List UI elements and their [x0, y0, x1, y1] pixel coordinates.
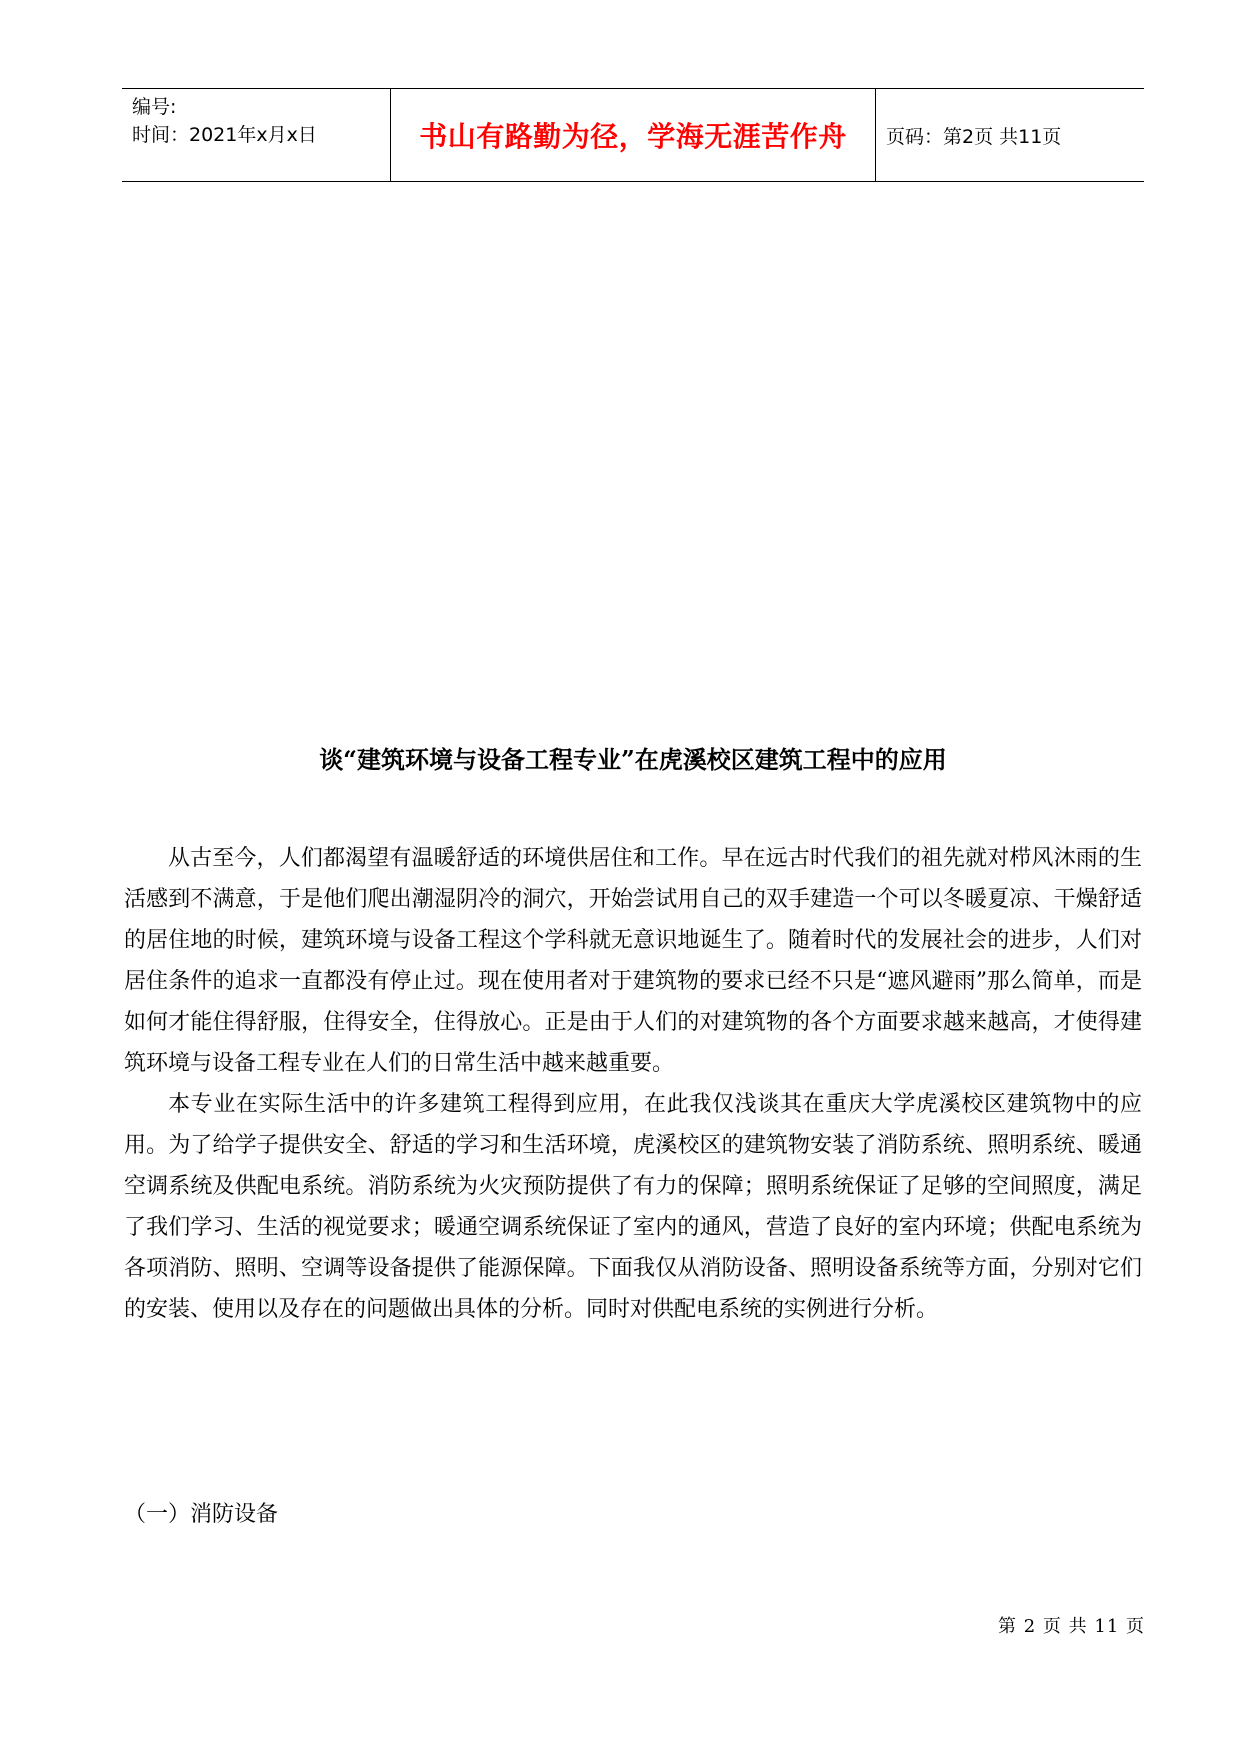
- header-number-label: 编号:: [132, 96, 177, 118]
- page-footer: 第 2 页 共 11 页: [998, 1616, 1145, 1637]
- document-body: [124, 838, 1142, 1330]
- body-paragraph: 从古至今，人们都渴望有温暖舒适的环境供居住和工作。早在远古时代我们的祖先就对栉风沐雨的生活感到不满意，于是他们爬出潮湿阴冷的洞穴，开始尝试用自己的双手建造一个可以冬暖夏凉、干燥舒适的居住地的时候，建筑环境与设备工程这个学科就无意识地诞生了。随着时代的发展社会的进步，人们对居住条件的追求一直都没有停止过。现在使用者对于建筑物的要求已经不只是“遮风避雨”那么简单，而是如何才能住得舒服，住得安全，住得放心。正是由于人们的对建筑物的各个方面要求越来越高，才使得建筑环境与设备工程专业在人们的日常生活中越来越重要。: [124, 846, 1142, 1076]
- page-header: [122, 88, 1144, 182]
- section-heading: （一）消防设备: [124, 1502, 279, 1527]
- header-info-cell: [122, 89, 391, 181]
- document-title: 谈“建筑环境与设备工程专业”在虎溪校区建筑工程中的应用: [319, 745, 947, 774]
- body-paragraph: 本专业在实际生活中的许多建筑工程得到应用，在此我仅浅谈其在重庆大学虎溪校区建筑物中的应用。为了给学子提供安全、舒适的学习和生活环境，虎溪校区的建筑物安装了消防系统、照明系统、暖通空调系统及供配电系统。消防系统为火灾预防提供了有力的保障；照明系统保证了足够的空间照度，满足了我们学习、生活的视觉要求；暖通空调系统保证了室内的通风，营造了良好的室内环境；供配电系统为各项消防、照明、空调等设备提供了能源保障。下面我仅从消防设备、照明设备系统等方面，分别对它们的安装、使用以及存在的问题做出具体的分析。同时对供配电系统的实例进行分析。: [124, 1092, 1142, 1322]
- header-motto: 书山有路勤为径，学海无涯苦作舟: [391, 89, 876, 181]
- header-time-label: 时间：2021年x月x日: [132, 124, 317, 146]
- header-page-label: 页码：第2页 共11页: [886, 125, 1062, 148]
